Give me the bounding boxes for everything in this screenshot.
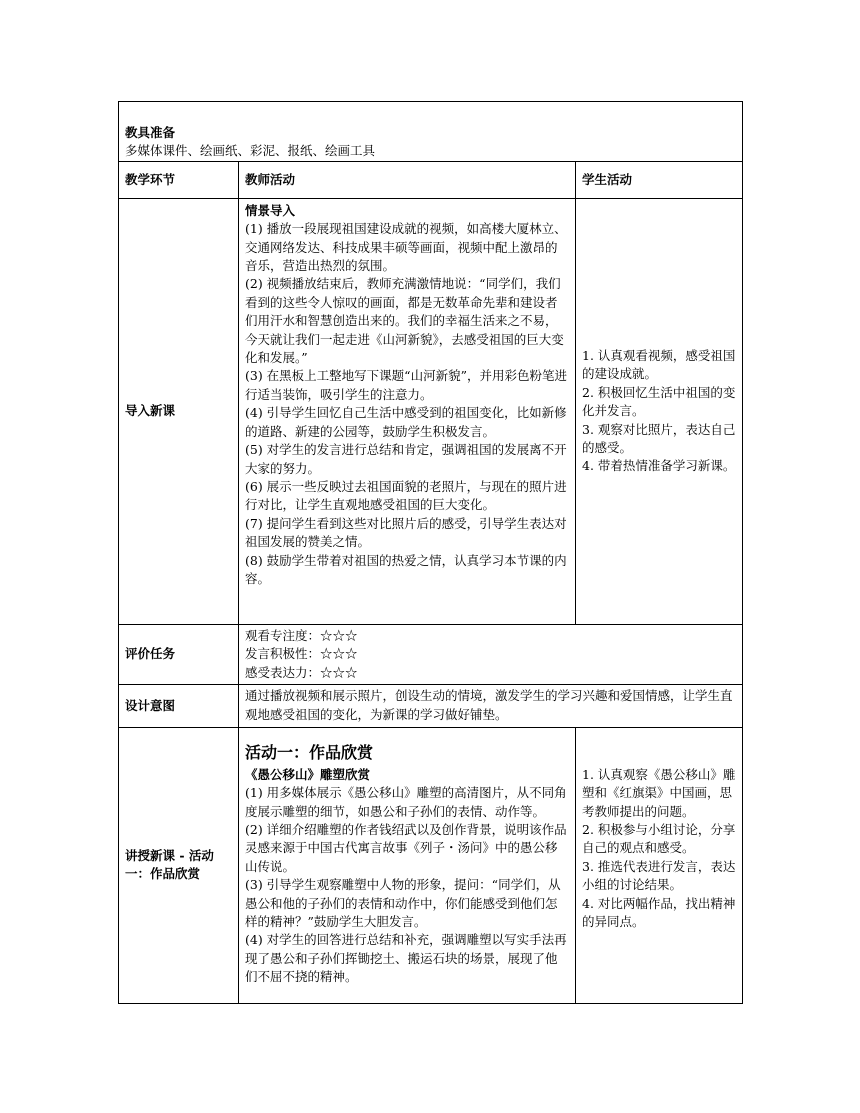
design-row	[119, 684, 743, 727]
activity1-subtitle: 《愚公移山》雕塑欣赏	[245, 766, 371, 782]
activity1-step: (3) 引导学生观察雕塑中人物的形象，提问：“同学们，从愚公和他的子孙们的表情和动作中，你们能感受到他们怎样的精神？”鼓励学生大胆发言。	[245, 877, 561, 930]
activity1-heading: 活动一：作品欣赏	[245, 742, 374, 762]
intro-student-item: 3. 观察对比照片，表达自己的感受。	[582, 421, 736, 455]
design-text: 通过播放视频和展示照片，创设生动的情境，激发学生的学习兴趣和爱国情感，让学生直观地感受祖国的变化，为新课的学习做好铺垫。	[239, 684, 743, 727]
intro-label: 导入新课	[119, 198, 239, 624]
intro-step: (1) 播放一段展现祖国建设成就的视频，如高楼大厦林立、交通网络发达、科技成果丰硕等画面，视频中配上激昂的音乐，营造出热烈的氛围。	[245, 221, 567, 274]
design-label: 设计意图	[119, 684, 239, 727]
intro-row	[119, 198, 743, 624]
evaluation-item: 感受表达力：☆☆☆	[245, 664, 358, 680]
intro-student-item: 4. 带着热情准备学习新课。	[582, 458, 736, 474]
lesson-plan-table	[118, 101, 743, 1004]
prep-cell	[119, 102, 743, 162]
activity1-step: (1) 用多媒体展示《愚公移山》雕塑的高清图片，从不同角度展示雕塑的细节，如愚公和子孙们的表情、动作等。	[245, 785, 567, 819]
intro-student-item: 2. 积极回忆生活中祖国的变化并发言。	[582, 384, 736, 419]
header-teacher: 教师活动	[239, 161, 576, 198]
evaluation-item: 发言积极性：☆☆☆	[245, 646, 358, 662]
header-row	[119, 161, 743, 198]
intro-teacher-cell	[239, 198, 576, 624]
activity1-student-cell	[576, 727, 743, 1003]
evaluation-cell	[239, 624, 743, 684]
evaluation-row	[119, 624, 743, 684]
intro-step: (6) 展示一些反映过去祖国面貌的老照片，与现在的照片进行对比，让学生直观地感受祖国的巨大变化。	[245, 478, 567, 513]
intro-step: (8) 鼓励学生带着对祖国的热爱之情，认真学习本节课的内容。	[245, 552, 567, 586]
activity1-student-item: 3. 推选代表进行发言，表达小组的讨论结果。	[582, 858, 736, 893]
prep-row	[119, 102, 743, 162]
activity1-student-item: 2. 积极参与小组讨论，分享自己的观点和感受。	[582, 822, 736, 856]
activity1-student-item: 4. 对比两幅作品，找出精神的异同点。	[582, 895, 736, 930]
activity1-step: (4) 对学生的回答进行总结和补充，强调雕塑以写实手法再现了愚公和子孙们挥锄挖土、搬运石块的场景，展现了他们不屈不挠的精神。	[245, 932, 567, 985]
intro-step: (3) 在黑板上工整地写下课题“山河新貌”，并用彩色粉笔进行适当装饰，吸引学生的注意力。	[245, 368, 567, 402]
evaluation-label: 评价任务	[119, 624, 239, 684]
intro-step: (5) 对学生的发言进行总结和肯定，强调祖国的发展离不开大家的努力。	[245, 442, 567, 476]
intro-student-cell	[576, 198, 743, 624]
activity1-step: (2) 详细介绍雕塑的作者钱绍武以及创作背景，说明该作品灵感来源于中国古代寓言故事《列子・汤问》中的愚公移山传说。	[245, 822, 567, 874]
intro-step: (4) 引导学生回忆自己生活中感受到的祖国变化，比如新修的道路、新建的公园等，鼓励学生积极发言。	[245, 405, 567, 439]
intro-subtitle: 情景导入	[245, 202, 296, 218]
intro-step: (2) 视频播放结束后，教师充满激情地说：“同学们，我们看到的这些令人惊叹的画面，都是无数革命先辈和建设者们用汗水和智慧创造出来的。我们的幸福生活来之不易，今天就让我们一起走进《山河新貌》，去感受祖国的巨大变化和发展。”	[245, 276, 564, 366]
header-stage: 教学环节	[119, 161, 239, 198]
activity1-label: 讲授新课 - 活动一：作品欣赏	[119, 727, 239, 1003]
activity1-row	[119, 727, 743, 1003]
evaluation-item: 观看专注度：☆☆☆	[245, 627, 358, 643]
prep-text: 多媒体课件、绘画纸、彩泥、报纸、绘画工具	[125, 143, 376, 159]
intro-student-item: 1. 认真观看视频，感受祖国的建设成就。	[582, 347, 736, 382]
header-student: 学生活动	[576, 161, 743, 198]
prep-title: 教具准备	[125, 125, 176, 140]
activity1-student-item: 1. 认真观察《愚公移山》雕塑和《红旗渠》中国画，思考教师提出的问题。	[582, 766, 736, 819]
intro-step: (7) 提问学生看到这些对比照片后的感受，引导学生表达对祖国发展的赞美之情。	[245, 515, 567, 550]
activity1-teacher-cell	[239, 727, 576, 1003]
